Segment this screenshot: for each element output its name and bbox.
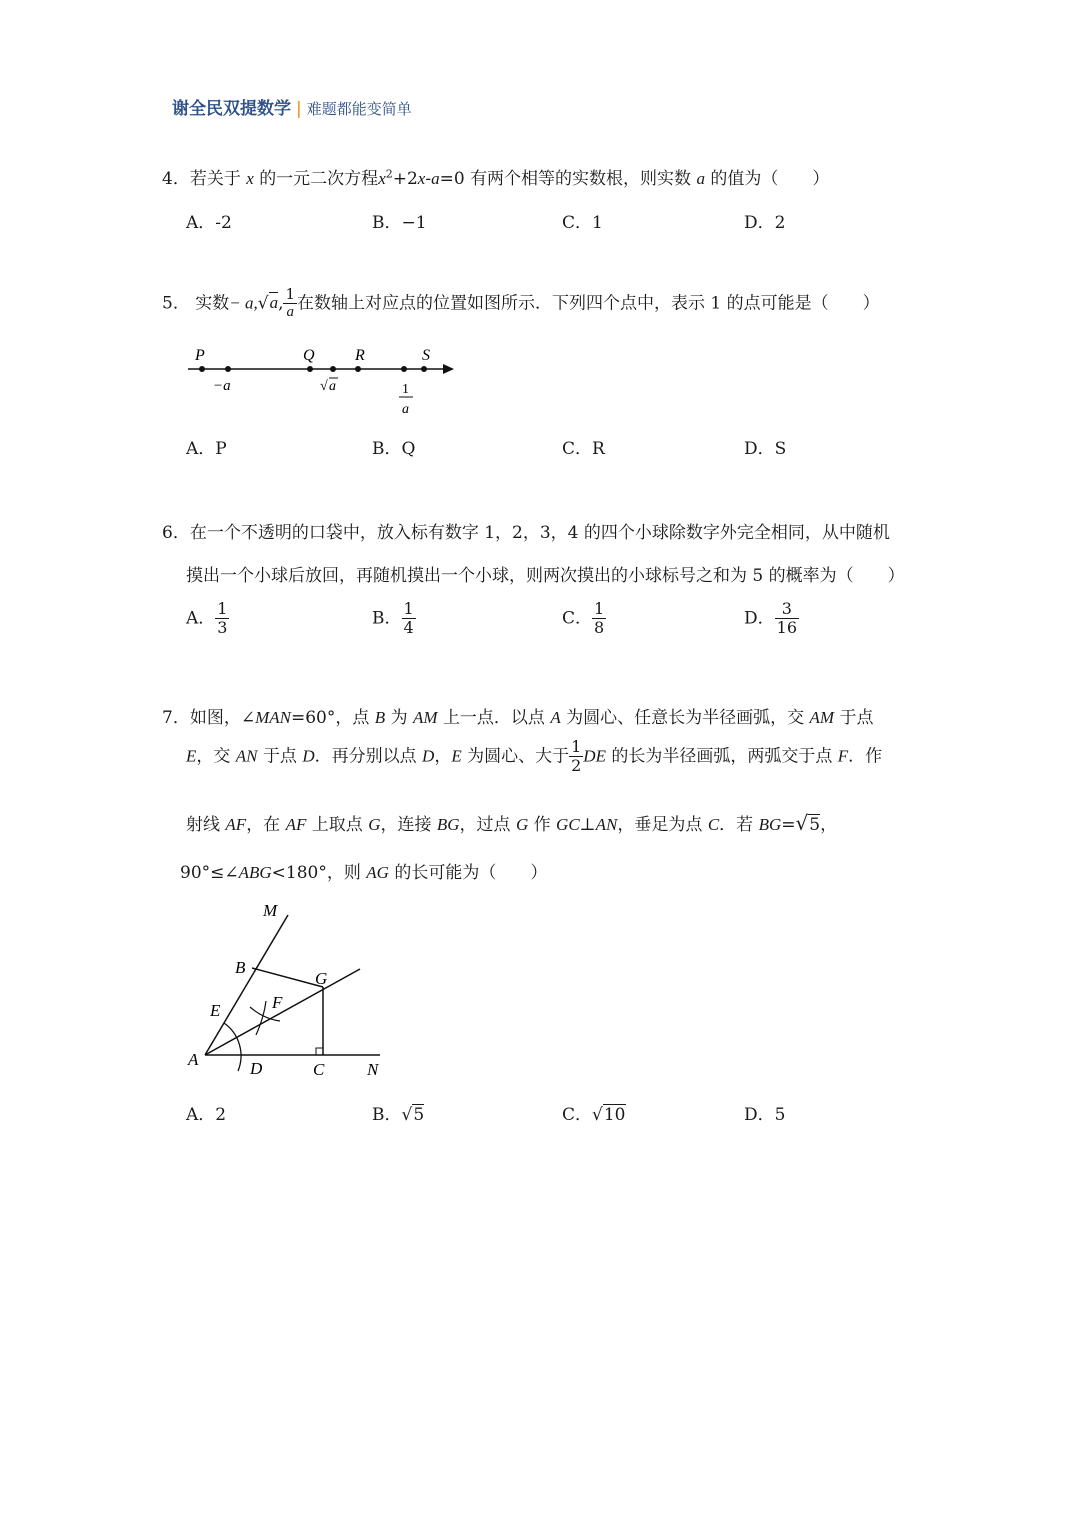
math-var: AF bbox=[225, 815, 247, 834]
text: ，连接 bbox=[380, 815, 432, 835]
text: =60°，点 bbox=[290, 708, 370, 728]
label-frac-num: 1 bbox=[402, 382, 409, 397]
text: ， bbox=[434, 746, 452, 767]
text: ，交 bbox=[196, 746, 231, 767]
q7-option-c[interactable] bbox=[562, 1100, 626, 1125]
q6-option-a[interactable] bbox=[186, 600, 229, 638]
math-var: AM bbox=[412, 708, 438, 727]
label-frac-den: a bbox=[402, 402, 409, 417]
axis-arrow-icon bbox=[443, 364, 454, 374]
math-var: a bbox=[431, 169, 440, 188]
text: ．若 bbox=[719, 815, 754, 835]
q7-option-d[interactable] bbox=[744, 1100, 785, 1125]
math-var: AG bbox=[366, 863, 389, 882]
text: ，垂足为点 bbox=[617, 815, 703, 835]
math-var: GC bbox=[556, 815, 580, 834]
text: 摸出一个小球后放回，再随机摸出一个小球，则两次摸出的小球标号之和为 5 的概率为（ ） bbox=[186, 566, 905, 586]
question-6-stem-line1 bbox=[162, 518, 890, 543]
option-letter: B． bbox=[372, 608, 402, 629]
math-var: x bbox=[417, 169, 426, 188]
text: = bbox=[781, 815, 796, 835]
text: 为 bbox=[390, 708, 408, 728]
label-m: M bbox=[263, 901, 278, 920]
ray-am bbox=[205, 915, 288, 1055]
label-q: Q bbox=[303, 347, 315, 364]
label-n: N bbox=[367, 1060, 379, 1079]
sqrt-sign: √ bbox=[592, 1105, 603, 1125]
brand-slogan: 难题都能变简单 bbox=[306, 100, 412, 118]
text: ，过点 bbox=[459, 815, 511, 835]
math-expr: − a, bbox=[229, 293, 258, 313]
text: , bbox=[278, 293, 284, 314]
text: =0 bbox=[439, 169, 465, 189]
q4-option-b[interactable] bbox=[372, 208, 427, 233]
option-letter: B． bbox=[372, 213, 402, 233]
math-var: ABG bbox=[238, 863, 272, 882]
math-var: A bbox=[550, 708, 561, 727]
option-value: 5 bbox=[774, 1105, 786, 1125]
point-one-over-a bbox=[401, 366, 407, 372]
option-value: 1 bbox=[592, 213, 603, 233]
text: 在一个不透明的口袋中，放入标有数字 1，2，3，4 的四个小球除数字外完全相同，从中随机 bbox=[189, 523, 890, 543]
frac-num: 1 bbox=[571, 737, 582, 756]
option-letter: B． bbox=[372, 439, 402, 459]
arc-center-e bbox=[256, 1001, 266, 1035]
text: 的一元二次方程 bbox=[259, 169, 379, 189]
text: 上取点 bbox=[311, 815, 363, 835]
point-r bbox=[355, 366, 361, 372]
frac-den: 3 bbox=[217, 618, 228, 638]
sqrt-sign: √ bbox=[795, 811, 809, 835]
q6-option-c[interactable] bbox=[562, 600, 606, 638]
frac-den: 2 bbox=[571, 756, 582, 776]
label-c: C bbox=[313, 1060, 325, 1079]
point-p bbox=[199, 366, 205, 372]
option-value: -2 bbox=[215, 213, 232, 233]
frac-num: 1 bbox=[217, 599, 228, 618]
brand-name: 谢全民双提数学 bbox=[172, 99, 291, 119]
q4-option-c[interactable] bbox=[562, 208, 603, 233]
math-var: C bbox=[707, 815, 720, 834]
text: ，在 bbox=[246, 815, 281, 835]
q7-option-b[interactable] bbox=[372, 1100, 424, 1125]
math-var: B bbox=[374, 708, 386, 727]
option-fraction bbox=[775, 600, 799, 638]
q4-option-a[interactable] bbox=[186, 208, 232, 233]
question-7-stem-line3 bbox=[186, 810, 837, 835]
text: 在数轴上对应点的位置如图所示．下列四个点中，表示 1 的点可能是（ ） bbox=[297, 293, 880, 314]
math-var: MAN bbox=[255, 708, 291, 727]
text: 射线 bbox=[186, 815, 220, 835]
option-letter: C． bbox=[562, 1105, 593, 1125]
text: 如图，∠ bbox=[189, 708, 256, 728]
q5-option-a[interactable] bbox=[186, 434, 227, 459]
math-var: AF bbox=[285, 815, 307, 834]
question-number: 5． bbox=[162, 293, 190, 314]
math-var: E bbox=[451, 746, 462, 766]
math-var: G bbox=[515, 815, 529, 834]
fraction-one-over-a bbox=[283, 286, 297, 322]
sqrt-radicand: a bbox=[269, 293, 279, 313]
sqrt-radicand: 10 bbox=[603, 1105, 626, 1125]
option-value: 2 bbox=[215, 1105, 227, 1125]
label-neg-a: −a bbox=[213, 378, 231, 394]
point-s bbox=[421, 366, 427, 372]
frac-den: 16 bbox=[776, 618, 797, 638]
option-value: Q bbox=[401, 439, 416, 459]
text: 上一点．以点 bbox=[442, 708, 545, 728]
right-angle-mark bbox=[316, 1048, 323, 1055]
option-fraction bbox=[215, 600, 229, 638]
text: 的值为（ ） bbox=[710, 169, 830, 189]
header-logo bbox=[172, 94, 412, 119]
label-b: B bbox=[235, 958, 246, 977]
option-letter: C． bbox=[562, 213, 593, 233]
text: 实数 bbox=[195, 293, 230, 314]
option-letter: B． bbox=[372, 1105, 402, 1125]
text: <180°，则 bbox=[271, 863, 361, 883]
math-var: x bbox=[246, 169, 254, 188]
label-a: A bbox=[188, 1050, 199, 1069]
text: ．再分别以点 bbox=[314, 746, 417, 767]
question-7-stem-line2 bbox=[186, 738, 882, 776]
math-var: x bbox=[378, 169, 386, 188]
label-g: G bbox=[315, 969, 328, 988]
option-value: R bbox=[592, 439, 605, 459]
sqrt-sign-glyph: √ bbox=[320, 379, 328, 394]
text: +2 bbox=[392, 169, 418, 189]
q7-option-a[interactable] bbox=[186, 1100, 226, 1125]
fraction-one-half bbox=[569, 738, 583, 776]
q6-option-d[interactable] bbox=[744, 600, 799, 638]
segment-bg bbox=[252, 968, 323, 987]
label-s: S bbox=[422, 347, 430, 364]
math-var: AN bbox=[595, 815, 618, 834]
frac-num: 3 bbox=[775, 600, 799, 619]
text: 于点 bbox=[262, 746, 297, 767]
sqrt-radicand: 5 bbox=[413, 1105, 425, 1125]
sqrt-sign: √ bbox=[401, 1105, 413, 1125]
question-7-stem-line4 bbox=[180, 858, 547, 883]
option-letter: D． bbox=[744, 608, 775, 629]
text: 为圆心、任意长为半径画弧，交 bbox=[566, 708, 805, 728]
q6-option-b[interactable] bbox=[372, 600, 416, 638]
frac-den: 8 bbox=[594, 618, 605, 638]
frac-num: 1 bbox=[285, 285, 296, 303]
question-7-stem-line1 bbox=[162, 703, 873, 728]
option-letter: A． bbox=[186, 608, 216, 629]
label-e: E bbox=[210, 1001, 221, 1020]
math-var: D bbox=[422, 746, 435, 766]
option-fraction bbox=[592, 600, 606, 638]
math-var: AN bbox=[235, 746, 258, 766]
math-var: DE bbox=[583, 746, 606, 766]
frac-num: 1 bbox=[403, 599, 414, 618]
option-letter: C． bbox=[562, 439, 593, 459]
option-letter: A． bbox=[186, 1105, 216, 1125]
point-q bbox=[307, 366, 313, 372]
option-letter: A． bbox=[186, 213, 216, 233]
option-letter: D． bbox=[744, 439, 775, 459]
question-number: 4． bbox=[162, 169, 190, 189]
math-var: BG bbox=[758, 815, 782, 834]
q5-option-b[interactable] bbox=[372, 434, 415, 459]
math-var: E bbox=[186, 746, 197, 766]
text: - bbox=[425, 169, 432, 189]
option-letter: D． bbox=[744, 213, 775, 233]
number-line-figure bbox=[180, 340, 470, 422]
text: 的长可能为（ ） bbox=[394, 863, 548, 883]
option-letter: C． bbox=[562, 608, 593, 629]
option-value: −1 bbox=[401, 213, 427, 233]
text: 为圆心、大于 bbox=[467, 746, 570, 767]
point-neg-a bbox=[225, 366, 231, 372]
label-r: R bbox=[355, 347, 365, 364]
option-fraction bbox=[402, 600, 416, 638]
question-6-stem-line2 bbox=[186, 561, 905, 586]
question-number: 6． bbox=[162, 523, 190, 543]
text: 于点 bbox=[839, 708, 874, 728]
text: 的长为半径画弧，两弧交于点 bbox=[611, 746, 833, 767]
text: 若关于 bbox=[189, 169, 241, 189]
text: 有两个相等的实数根，则实数 bbox=[470, 169, 692, 189]
math-var: a bbox=[696, 169, 705, 188]
option-value: 2 bbox=[774, 213, 786, 233]
frac-den: 4 bbox=[403, 618, 414, 638]
arc-center-a bbox=[224, 1023, 241, 1071]
question-4-stem bbox=[162, 164, 829, 189]
math-var: AM bbox=[809, 708, 835, 727]
math-var: G bbox=[368, 815, 381, 834]
math-var: BG bbox=[436, 815, 460, 834]
option-value: P bbox=[215, 439, 227, 459]
option-value: S bbox=[774, 439, 787, 459]
question-number: 7． bbox=[162, 708, 190, 728]
q5-option-d[interactable] bbox=[744, 434, 786, 459]
label-d: D bbox=[250, 1059, 263, 1078]
logo-separator: | bbox=[296, 99, 302, 119]
sqrt-radicand: 5 bbox=[809, 815, 821, 835]
q5-option-c[interactable] bbox=[562, 434, 605, 459]
exponent: 2 bbox=[385, 167, 393, 181]
text: ．作 bbox=[848, 746, 883, 767]
text: 作 bbox=[533, 815, 551, 835]
ray-af bbox=[205, 969, 360, 1055]
label-p: P bbox=[195, 347, 205, 364]
label-f: F bbox=[272, 993, 283, 1012]
math-var: F bbox=[837, 746, 849, 766]
text: ， bbox=[820, 815, 838, 835]
option-letter: D． bbox=[744, 1105, 775, 1125]
point-sqrt-a bbox=[330, 366, 336, 372]
frac-den: a bbox=[286, 304, 294, 321]
option-letter: A． bbox=[186, 439, 216, 459]
q4-option-d[interactable] bbox=[744, 208, 785, 233]
label-sqrt-a: a bbox=[329, 379, 336, 394]
question-5-stem: 5． 实数− a,√a, $\frac{1}{a}$ 在数轴上对应点的位置如图所示．下列四个点中，表示 1 的点可能是（ ） bbox=[162, 285, 880, 321]
math-var: D bbox=[302, 746, 315, 766]
text: 90°≤∠ bbox=[180, 863, 239, 883]
frac-num: 1 bbox=[594, 599, 605, 618]
geometry-figure bbox=[180, 895, 400, 1085]
text: ⊥ bbox=[579, 815, 596, 835]
